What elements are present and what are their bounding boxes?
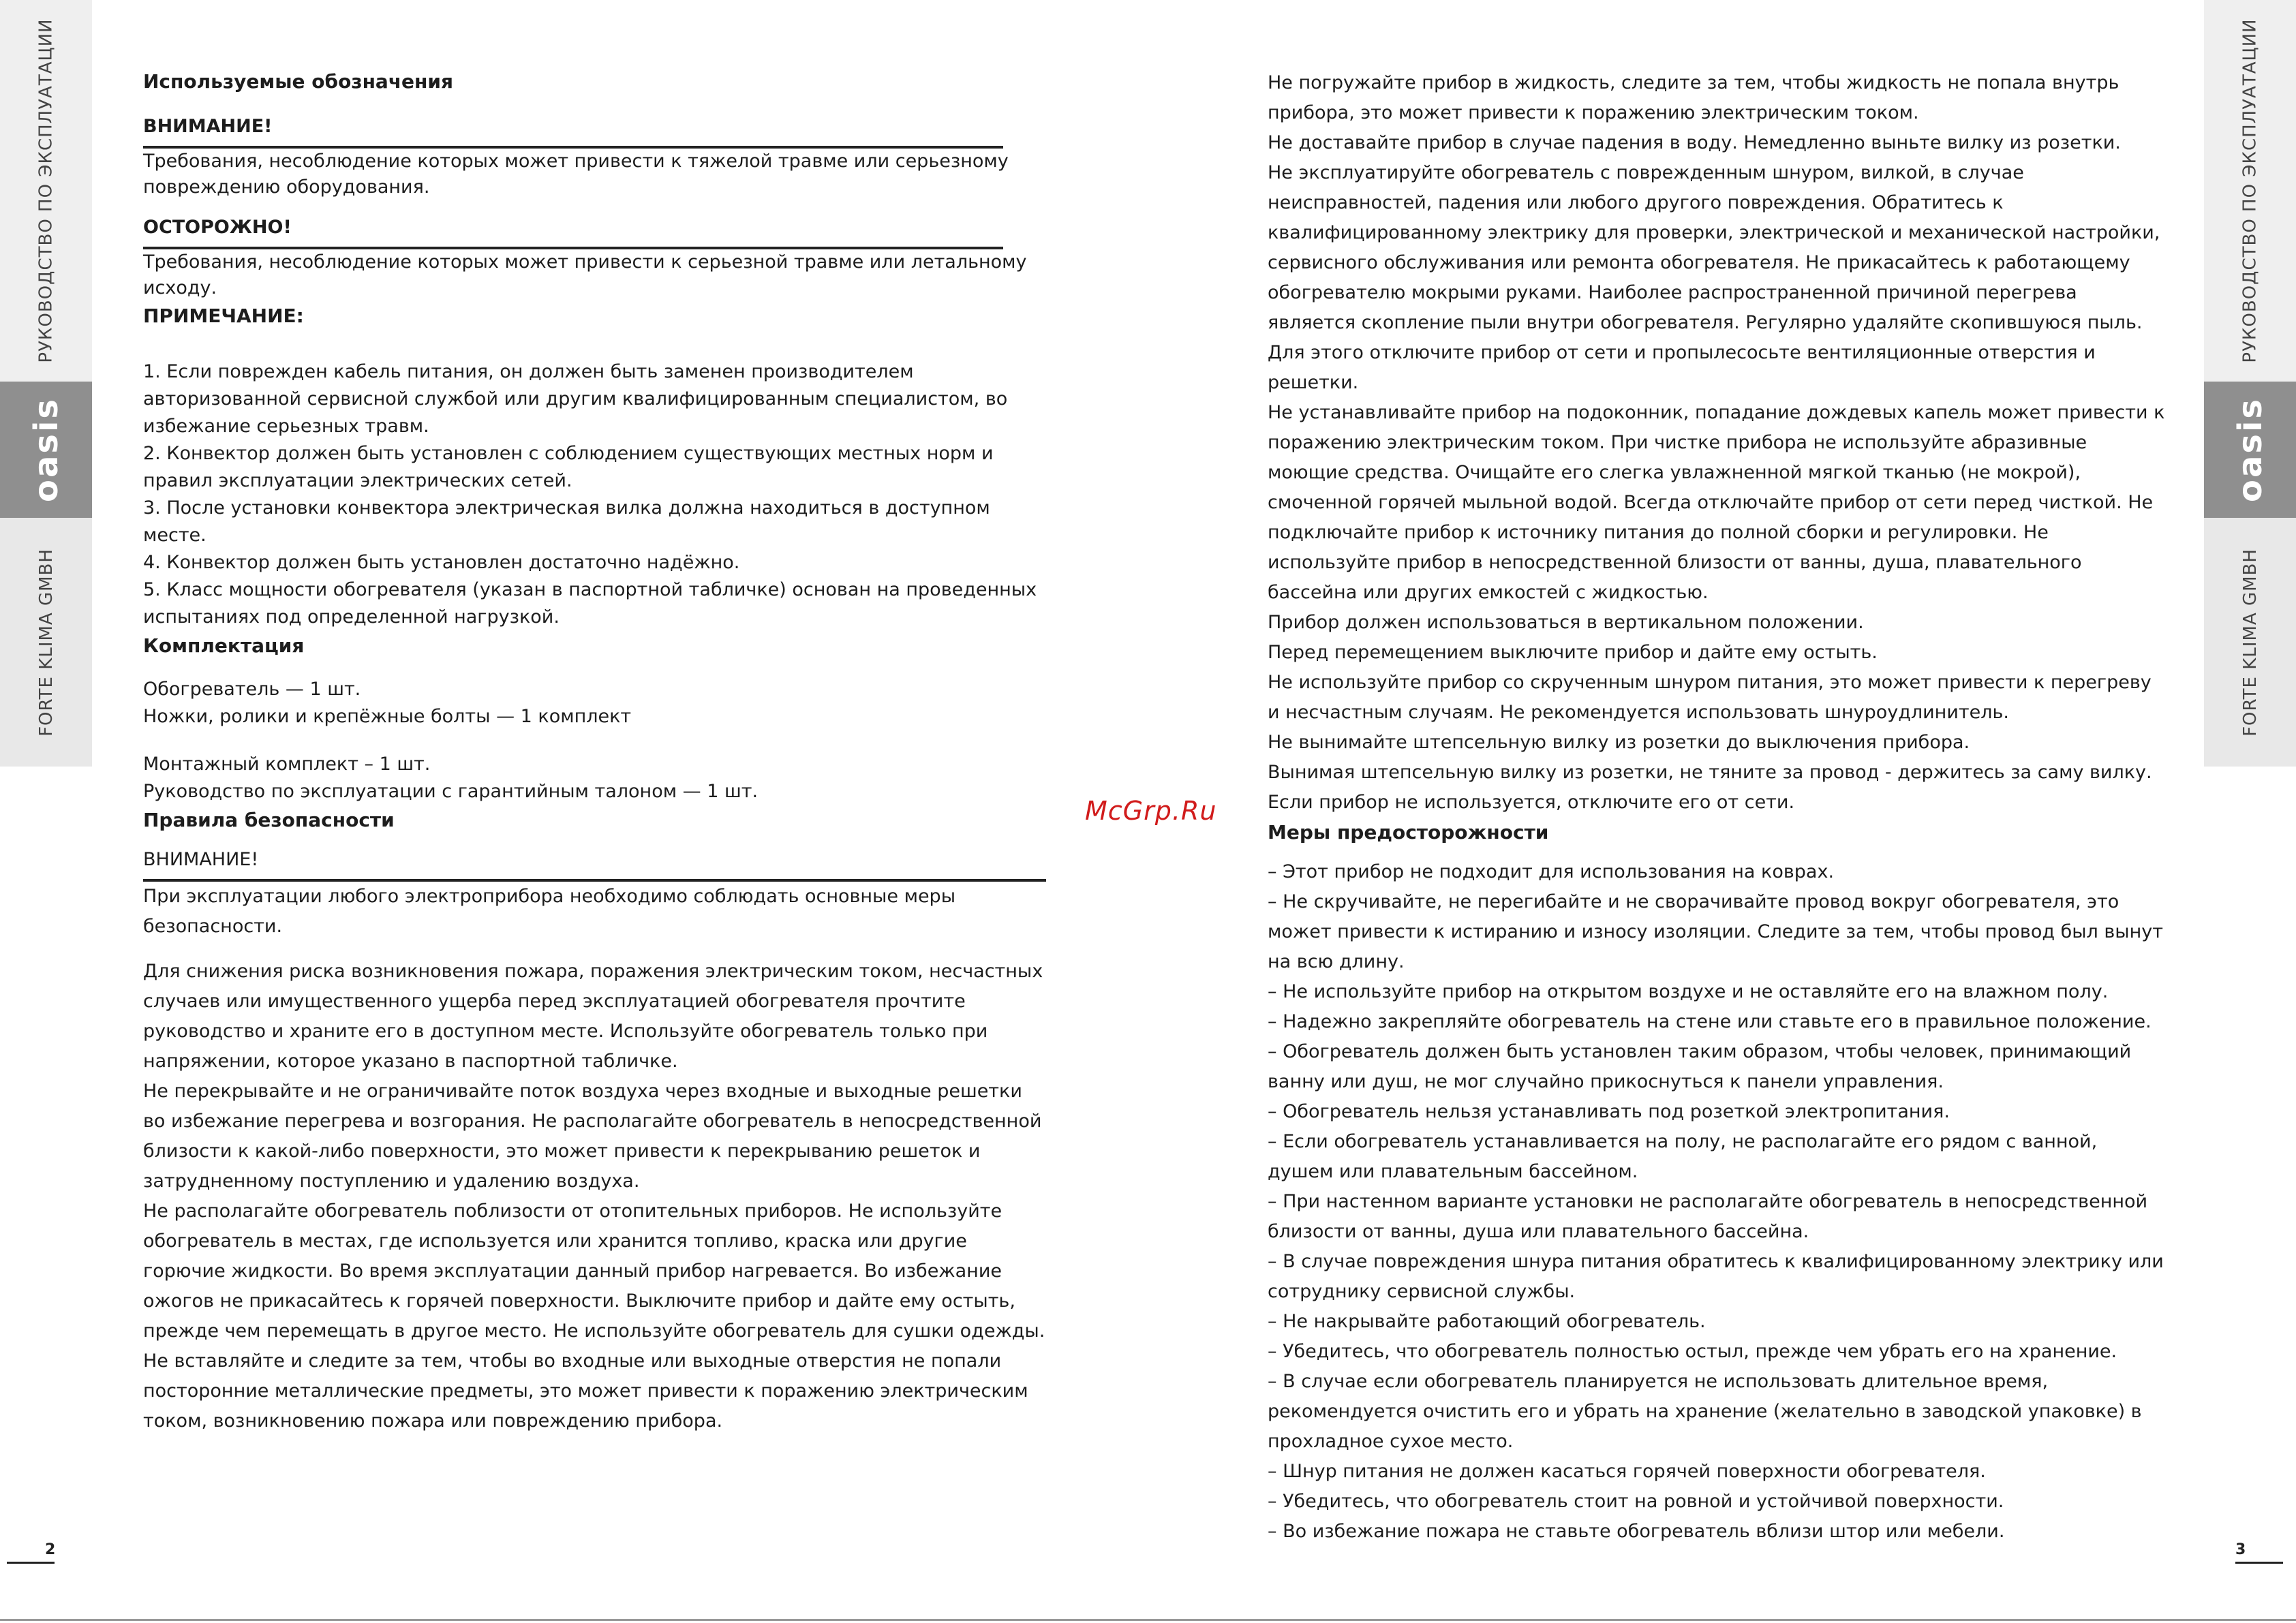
page-number-rule-right [2235, 1562, 2283, 1564]
page-number-rule-left [7, 1562, 55, 1564]
notes-list [143, 358, 1050, 631]
right-paragraph: Прибор должен использоваться в вертикальном положении. [1268, 612, 1864, 633]
precaution-item: – При настенном варианте установки не располагайте обогреватель в непосредственной близости от ванны, душа или плавательного бассейна. [1268, 1191, 2148, 1242]
precautions-list [1268, 857, 2167, 1547]
right-paragraph: Если прибор не используется, отключите его от сети. [1268, 792, 1795, 813]
safety-paragraphs [143, 957, 1050, 1436]
attention-heading: ВНИМАНИЕ! [143, 112, 1003, 149]
precaution-item: – В случае если обогреватель планируется не использовать длительное время, рекомендуется очистить его и убрать на хранение (желательно в заводской упаковке) в прохладное сухое место. [1268, 1371, 2142, 1452]
caution-heading: ОСТОРОЖНО! [143, 213, 1003, 249]
company-label: FORTE KLIMA GMBH [2239, 548, 2261, 737]
precautions-title: Меры предосторожности [1268, 821, 1549, 844]
precaution-item: – Этот прибор не подходит для использования на коврах. [1268, 861, 1835, 882]
kit-item: Ножки, ролики и крепёжные болты — 1 комплект [143, 706, 632, 727]
logo-block [2204, 382, 2296, 518]
right-paragraph: Вынимая штепсельную вилку из розетки, не тяните за провод - держитесь за саму вилку. [1268, 762, 2152, 783]
note-item: 1. Если поврежден кабель питания, он должен быть заменен производителем авторизованной сервисной службой или другим квалифицированным специалистом, во избежание серьезных травм. [143, 361, 1008, 437]
safety-attention-heading: ВНИМАНИЕ! [143, 845, 1046, 882]
note-item: 5. Класс мощности обогревателя (указан в паспортной табличке) основан на проведенных испытаниях под определенной нагрузкой. [143, 579, 1037, 628]
kit-item: Обогреватель — 1 шт. [143, 679, 361, 700]
symbols-title: Используемые обозначения [143, 70, 453, 93]
page-number-left: 2 [45, 1541, 56, 1558]
safety-paragraph: Не располагайте обогреватель поблизости от отопительных приборов. Не используйте обогреватель в местах, где используется или хранится топливо, краска или другие горючие жидкости. Во время эксплуатации данный прибор нагревается. Во избежание ожогов не прикасайтесь к горячей поверхности. Выключите прибор и дайте ему остыть, прежде чем перемещать в другое место. Не используйте обогреватель для сушки одежды. [143, 1201, 1045, 1342]
right-paragraph: Не доставайте прибор в случае падения в воду. Немедленно выньте вилку из розетки. [1268, 132, 2121, 153]
right-paragraph: Не эксплуатируйте обогреватель с поврежденным шнуром, вилкой, в случае неисправностей, падения или любого другого повреждения. Обратитесь к квалифицированному электрику для проверки, электрической и механической настройки, сервисного обслуживания или ремонта обогревателя. Не прикасайтесь к работающему обогревателю мокрыми руками. Наиболее распространенной причиной перегрева является скопление пыли внутри обогревателя. Регулярно удаляйте скопившуюся пыль. Для этого отключите прибор от сети и пропылесосьте вентиляционные отверстия и решетки. [1268, 162, 2160, 393]
note-item: 4. Конвектор должен быть установлен достаточно надёжно. [143, 552, 740, 573]
safety-title: Правила безопасности [143, 809, 395, 831]
precaution-item: – В случае повреждения шнура питания обратитесь к квалифицированному электрику или сотруднику сервисной службы. [1268, 1251, 2164, 1302]
precaution-item: – Не скручивайте, не перегибайте и не сворачивайте провод вокруг обогревателя, это может привести к истиранию и износу изоляции. Следите за тем, чтобы провод был вынут на всю длину. [1268, 891, 2163, 972]
precaution-item: – Убедитесь, что обогреватель стоит на ровной и устойчивой поверхности. [1268, 1491, 2004, 1512]
precaution-item: – Убедитесь, что обогреватель полностью остыл, прежде чем убрать его на хранение. [1268, 1341, 2117, 1362]
right-paragraph: Не погружайте прибор в жидкость, следите за тем, чтобы жидкость не попала внутрь прибора, это может привести к поражению электрическим током. [1268, 72, 2119, 123]
safety-paragraph: Не перекрывайте и не ограничивайте поток воздуха через входные и выходные решетки во избежание перегрева и возгорания. Не располагайте обогреватель в непосредственной близости к какой-либо поверхности, это может привести к перекрыванию решеток и затрудненному поступлению и удалению воздуха. [143, 1081, 1042, 1192]
kit-list-2 [143, 751, 1050, 805]
precaution-item: – Если обогреватель устанавливается на полу, не располагайте его рядом с ванной, душем или плавательным бассейном. [1268, 1131, 2098, 1182]
safety-paragraph: Для снижения риска возникновения пожара, поражения электрическим током, несчастных случаев или имущественного ущерба перед эксплуатацией обогревателя прочтите руководство и храните его в доступном месте. Используйте обогреватель только при напряжении, которое указано в паспортной табличке. [143, 961, 1043, 1072]
company-block [0, 518, 92, 767]
logo-block [0, 382, 92, 518]
right-paragraph: Перед перемещением выключите прибор и дайте ему остыть. [1268, 642, 1878, 663]
guide-label: РУКОВОДСТВО ПО ЭКСПЛУАТАЦИИ [2239, 18, 2261, 363]
note-item: 3. После установки конвектора электрическая вилка должна находиться в доступном месте. [143, 497, 990, 546]
right-paragraph: Не вынимайте штепсельную вилку из розетки до выключения прибора. [1268, 732, 1970, 753]
note-item: 2. Конвектор должен быть установлен с соблюдением существующих местных норм и правил эксплуатации электрических сетей. [143, 443, 994, 491]
safety-paragraph: Не вставляйте и следите за тем, чтобы во входные или выходные отверстия не попали посторонние металлические предметы, это может привести к поражению электрическим током, возникновению пожара или повреждению прибора. [143, 1350, 1028, 1432]
attention-text: Требования, несоблюдение которых может привести к тяжелой травме или серьезному повреждению оборудования. [143, 151, 1009, 198]
caution-text: Требования, несоблюдение которых может привести к серьезной травме или летальному исходу. [143, 251, 1027, 298]
right-page-content [1268, 68, 2167, 1547]
precaution-item: – Обогреватель нельзя устанавливать под розеткой электропитания. [1268, 1101, 1950, 1122]
kit-item: Руководство по эксплуатации с гарантийным талоном — 1 шт. [143, 781, 759, 802]
bottom-divider [0, 1619, 2296, 1621]
brand-logo: oasis [2231, 397, 2269, 502]
left-page-content [143, 67, 1050, 1436]
company-block [2204, 518, 2296, 767]
precaution-item: – Надежно закрепляйте обогреватель на стене или ставьте его в правильное положение. [1268, 1011, 2152, 1032]
guide-label-block [2204, 0, 2296, 382]
guide-label-block [0, 0, 92, 382]
precaution-item: – Не накрывайте работающий обогреватель. [1268, 1311, 1706, 1332]
precaution-item: – Обогреватель должен быть установлен таким образом, чтобы человек, принимающий ванну или душ, не мог случайно прикоснуться к панели управления. [1268, 1041, 2132, 1092]
company-label: FORTE KLIMA GMBH [35, 548, 57, 737]
kit-item: Монтажный комплект – 1 шт. [143, 754, 431, 775]
right-paragraph: Не используйте прибор со скрученным шнуром питания, это может привести к перегреву и несчастным случаям. Не рекомендуется использовать шнуроудлинитель. [1268, 672, 2152, 723]
kit-title: Комплектация [143, 634, 305, 657]
brand-logo: oasis [27, 397, 65, 502]
watermark-link[interactable]: McGrp.Ru [1085, 796, 1217, 826]
safety-intro: При эксплуатации любого электроприбора необходимо соблюдать основные меры безопасности. [143, 886, 956, 937]
precaution-item: – Во избежание пожара не ставьте обогреватель вблизи штор или мебели. [1268, 1521, 2005, 1542]
right-paragraph: Не устанавливайте прибор на подоконник, попадание дождевых капель может привести к поражению электрическим током. При чистке прибора не используйте абразивные моющие средства. Очищайте его слегка увлажненной мягкой тканью (не мокрой), смоченной горячей мыльной водой. Всегда отключайте прибор от сети перед чисткой. Не подключайте прибор к источнику питания до полной сборки и регулировки. Не используйте прибор в непосредственной близости от ванны, душа, плавательного бассейна или других емкостей с жидкостью. [1268, 402, 2165, 603]
page-number-right: 3 [2235, 1541, 2246, 1558]
precaution-item: – Шнур питания не должен касаться горячей поверхности обогревателя. [1268, 1461, 1986, 1482]
note-heading: ПРИМЕЧАНИЕ: [143, 305, 304, 327]
precaution-item: – Не используйте прибор на открытом воздухе и не оставляйте его на влажном полу. [1268, 981, 2109, 1002]
guide-label: РУКОВОДСТВО ПО ЭКСПЛУАТАЦИИ [35, 18, 57, 363]
kit-list-1 [143, 676, 1050, 730]
